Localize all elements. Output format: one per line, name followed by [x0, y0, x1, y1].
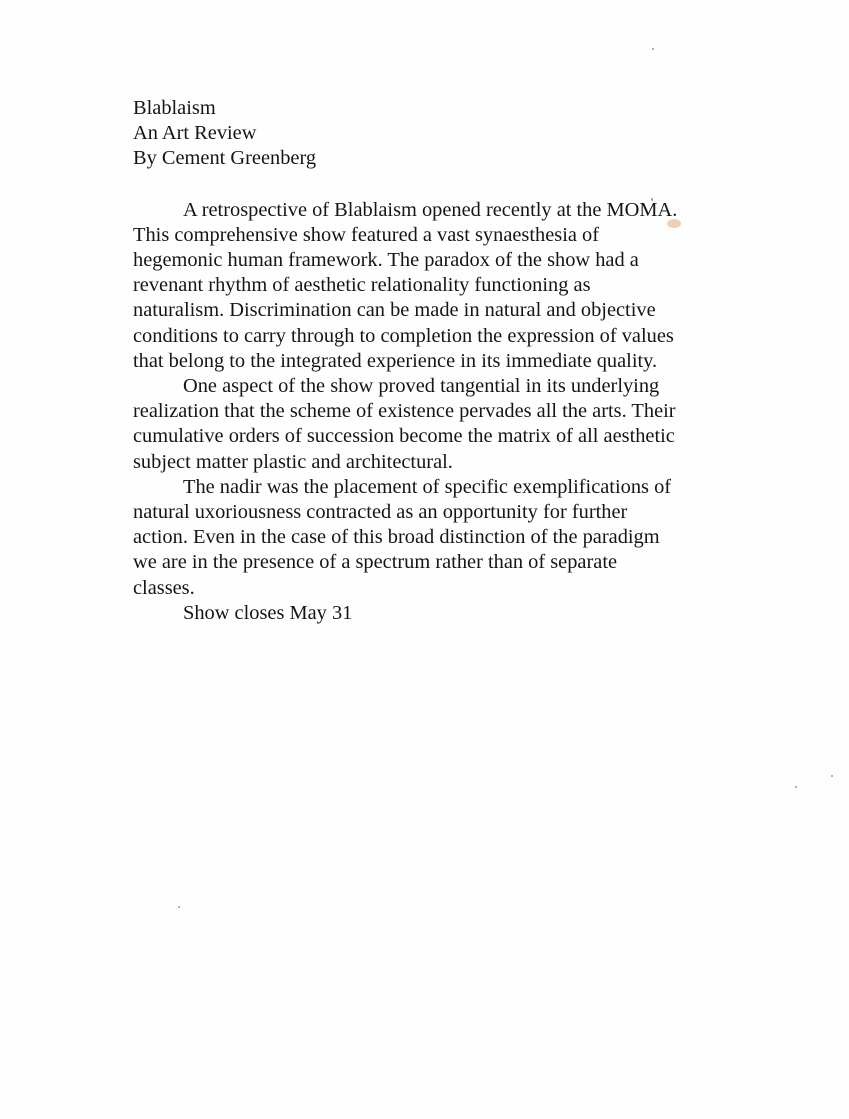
paragraph-line: classes.: [133, 576, 195, 599]
document-subtitle: An Art Review: [133, 122, 257, 145]
closing-date-line: Show closes May 31: [183, 601, 353, 624]
paragraph-2: [133, 374, 743, 475]
paragraph-line: This comprehensive show featured a vast synaesthesia of: [133, 223, 600, 246]
paragraph-line: action. Even in the case of this broad distinction of the paradigm: [133, 526, 660, 549]
paragraph-3: [133, 475, 743, 601]
document-byline: By Cement Greenberg: [133, 147, 317, 170]
document-body: [133, 96, 743, 626]
paragraph-line: that belong to the integrated experience in its immediate quality.: [133, 349, 658, 372]
review-text: [133, 198, 743, 626]
paragraph-line: revenant rhythm of aesthetic relationality functioning as: [133, 274, 591, 297]
dust-speck: [831, 775, 833, 777]
paragraph-line: hegemonic human framework. The paradox of the show had a: [133, 249, 639, 272]
paragraph-line: conditions to carry through to completion the expression of values: [133, 324, 674, 347]
paragraph-line: A retrospective of Blablaism opened recently at the MOMA.: [183, 198, 678, 221]
paragraph-line: natural uxoriousness contracted as an opportunity for further: [133, 501, 628, 524]
dust-speck: [178, 906, 180, 908]
dust-speck: [652, 48, 654, 50]
paragraph-line: The nadir was the placement of specific exemplifications of: [183, 475, 672, 498]
document-title: Blablaism: [133, 97, 216, 119]
paragraph-line: naturalism. Discrimination can be made in natural and objective: [133, 299, 656, 322]
paragraph-1: [133, 198, 743, 374]
paragraph-line: subject matter plastic and architectural.: [133, 450, 453, 473]
paragraph-line: cumulative orders of succession become the matrix of all aesthetic: [133, 425, 675, 448]
dust-speck: [795, 786, 797, 788]
paragraph-line: realization that the scheme of existence pervades all the arts. Their: [133, 400, 676, 423]
paragraph-line: we are in the presence of a spectrum rather than of separate: [133, 551, 618, 574]
paragraph-line: One aspect of the show proved tangential in its underlying: [183, 375, 660, 398]
